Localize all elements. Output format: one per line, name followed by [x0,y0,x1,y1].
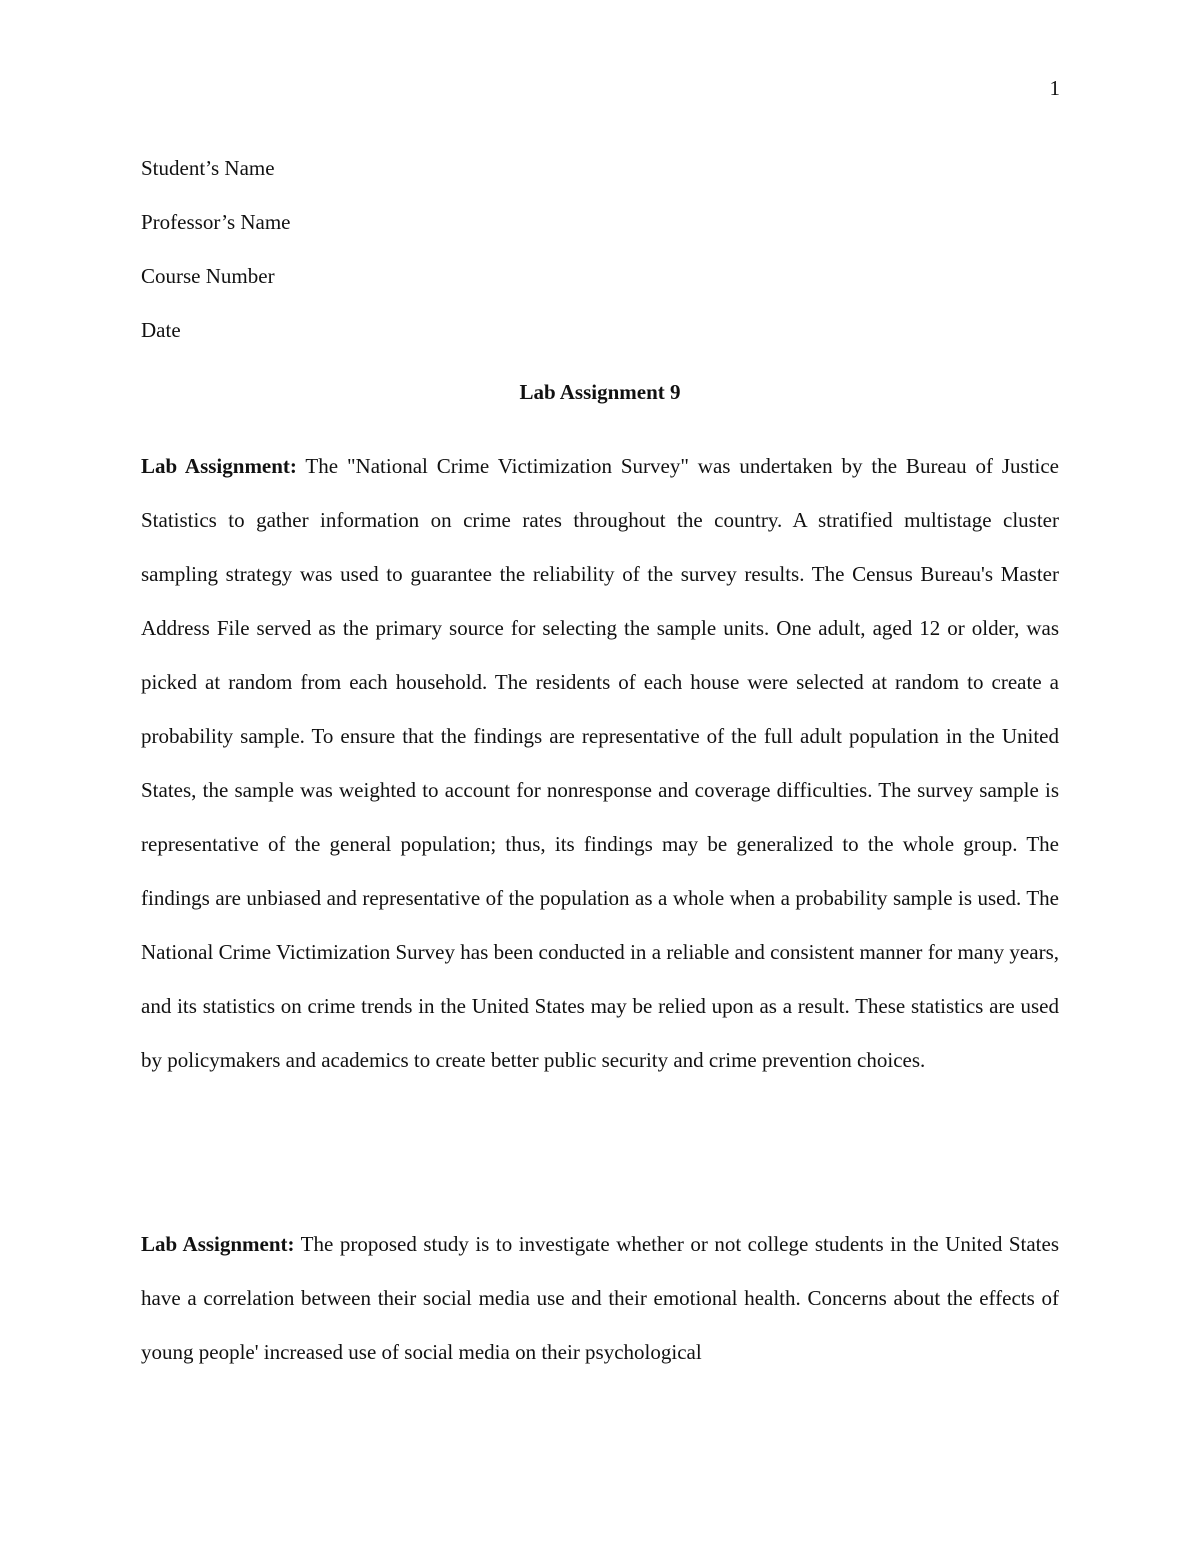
page-number: 1 [1049,76,1060,100]
student-name: Student’s Name [141,156,275,180]
paragraph-2-lead: Lab Assignment: [141,1232,295,1256]
paragraph-2 [141,1217,1059,1379]
header-block [141,141,1059,357]
paragraph-1-lead: Lab Assignment: [141,454,297,478]
paragraph-2-text: The proposed study is to investigate whether or not college students in the United States have a correlation between their social media use and their emotional health. Concerns about the effects of young people' increased use of social media on their psychological [141,1232,1060,1364]
paragraph-1-text: The "National Crime Victimization Survey" was undertaken by the Bureau of Justice Statistics to gather information on crime rates throughout the country. A stratified multistage cluster sampling strategy was used to guarantee the reliability of the survey results. The Census Bureau's Master Address File served as the primary source for selecting the sample units. One adult, aged 12 or older, was picked at random from each household. The residents of each house were selected at random to create a probability sample. To ensure that the findings are representative of the full adult population in the United States, the sample was weighted to account for nonresponse and coverage difficulties. The survey sample is representative of the general population; thus, its findings may be generalized to the whole group. The findings are unbiased and representative of the population as a whole when a probability sample is used. The National Crime Victimization Survey has been conducted in a reliable and consistent manner for many years, and its statistics on crime trends in the United States may be relied upon as a result. These statistics are used by policymakers and academics to create better public security and crime prevention choices. [141,454,1059,1072]
professor-name: Professor’s Name [141,210,291,234]
course-number: Course Number [141,264,275,288]
date: Date [141,318,181,342]
document-title: Lab Assignment 9 [519,380,681,404]
paragraph-1 [141,439,1059,1087]
